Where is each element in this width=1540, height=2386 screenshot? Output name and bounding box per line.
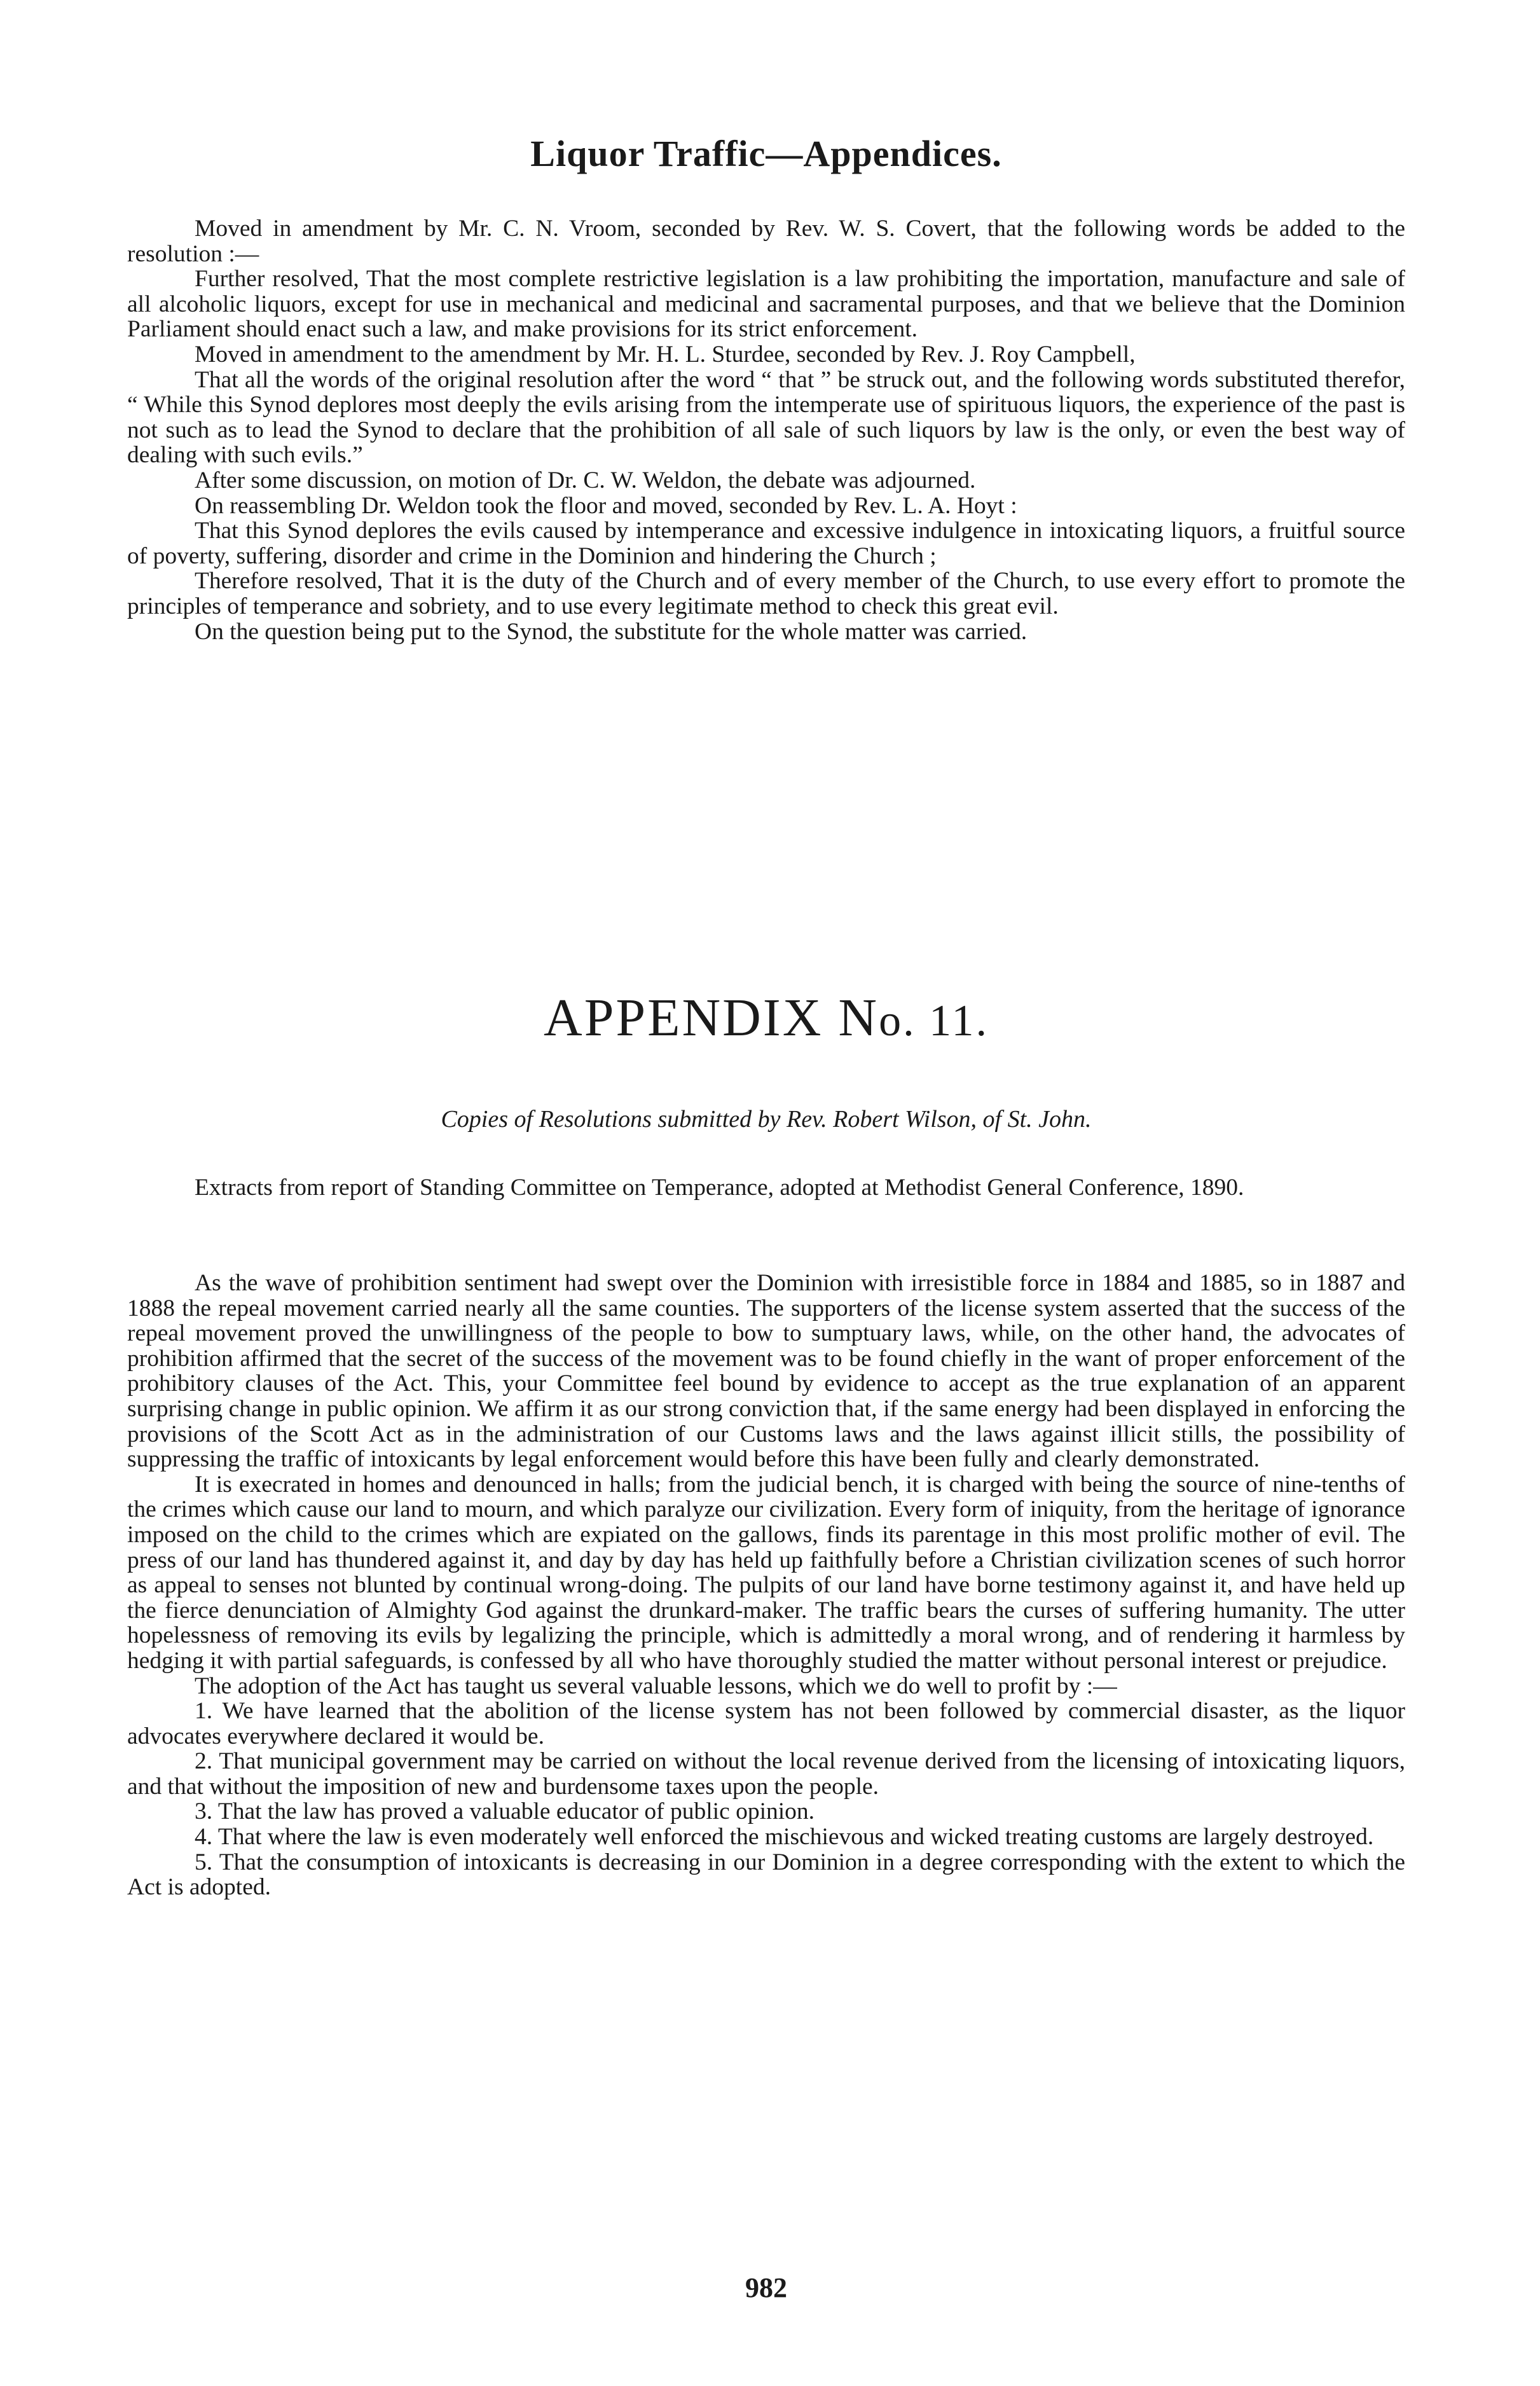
appendix-subtitle: Copies of Resolutions submitted by Rev. Robert Wilson, of St. John. — [441, 1106, 1092, 1133]
appendix-heading-main: APPENDIX N — [544, 988, 879, 1047]
minutes-paragraph: That all the words of the original resolution after the word “ that ” be struck out, and the following words substituted therefor, “ While this Synod deplores most deeply the evils arising from the intemperate use of spirituous liquors, the experience of the past is not such as to lead the Synod to declare that the prohibition of all sale of such liquors by law is the only, or even the best way of dealing with such evils.” — [127, 366, 1405, 469]
appendix-intro-text: Extracts from report of Standing Committee on Temperance, adopted at Methodist General Conference, 1890. — [195, 1175, 1244, 1201]
minutes-paragraph: After some discussion, on motion of Dr. C. W. Weldon, the debate was adjourned. — [195, 467, 976, 493]
minutes-paragraph: On reassembling Dr. Weldon took the floor and moved, seconded by Rev. L. A. Hoyt : — [195, 492, 1017, 519]
appendix-list-item: 4. That where the law is even moderately well enforced the mischievous and wicked treating customs are largely destroyed. — [195, 1824, 1374, 1851]
appendix-paragraph: The adoption of the Act has taught us several valuable lessons, which we do well to profit by :— — [195, 1672, 1117, 1699]
appendix-paragraph: It is execrated in homes and denounced in halls; from the judicial bench, it is charged with being the source of nine-tenths of the crimes which cause our land to mourn, and which paralyze our civilization. Every form of iniquity, from the heritage of ignorance imposed on the child to the crimes which are expiated on the gallows, finds its parentage in this most prolific mother of evil. The press of our land has thundered against it, and day by day has held up faithfully before a Christian civilization scenes of such horror as appeal to senses not blunted by continual wrong-doing. The pulpits of our land have borne testimony against it, and have held up the fierce denunciation of Almighty God against the drunkard-maker. The traffic bears the curses of suffering humanity. The utter hopelessness of removing its evils by legalizing the principle, which is admittedly a moral wrong, and of rendering it harmless by hedging it with partial safeguards, is confessed by all who have thoroughly studied the matter without personal interest or prejudice. — [127, 1471, 1405, 1674]
appendix-list-item: 5. That the consumption of intoxicants is decreasing in our Dominion in a degree corresponding with the extent to which the Act is adopted. — [127, 1849, 1405, 1901]
minutes-paragraph: That this Synod deplores the evils caused by intemperance and excessive indulgence in intoxicating liquors, a fruitful source of poverty, suffering, disorder and crime in the Dominion and hindering the Church ; — [127, 518, 1405, 569]
minutes-paragraph: Therefore resolved, That it is the duty of the Church and of every member of the Church, to use every effort to promote the principles of temperance and sobriety, and to use every legitimate method to check this great evil. — [127, 568, 1405, 619]
appendix-list-item: 3. That the law has proved a valuable educator of public opinion. — [195, 1798, 815, 1825]
appendix-list-item: 2. That municipal government may be carried on without the local revenue derived from the licensing of intoxicating liquors, and that without the imposition of new and burdensome taxes upon the people. — [127, 1748, 1405, 1800]
appendix-heading-number: o. 11. — [879, 996, 989, 1045]
appendix-paragraph: As the wave of prohibition sentiment had swept over the Dominion with irresistible force in 1884 and 1885, so in 1887 and 1888 the repeal movement carried nearly all the same counties. The supporters of the license system asserted that the success of the repeal movement proved the unwillingness of the people to bow to sumptuary laws, while, on the other hand, the advocates of prohibition affirmed that the secret of the success of the movement was to be found chiefly in the want of proper enforcement of the prohibitory clauses of the Act. This, your Committee feel bound by evidence to accept as the true explanation of an apparent surprising change in public opinion. We affirm it as our strong conviction that, if the same energy had been displayed in enforcing the provisions of the Scott Act as in the administration of our Customs laws and the laws against illicit stills, the possibility of suppressing the traffic of intoxicants by legal enforcement would before this have been fully and clearly demonstrated. — [127, 1270, 1405, 1473]
minutes-paragraph: Further resolved, That the most complete restrictive legislation is a law prohibiting the importation, manufacture and sale of all alcoholic liquors, except for use in mechanical and medicinal and sacramental purposes, and that we believe that the Dominion Parliament should enact such a law, and make provisions for its strict enforcement. — [127, 266, 1405, 343]
appendix-intro — [127, 1175, 1405, 1201]
minutes-paragraph: Moved in amendment by Mr. C. N. Vroom, seconded by Rev. W. S. Covert, that the following words be added to the resolution :— — [127, 216, 1405, 267]
appendix-body — [127, 1271, 1405, 1900]
page-number: 982 — [745, 2272, 787, 2303]
minutes-paragraph: Moved in amendment to the amendment by Mr. H. L. Sturdee, seconded by Rev. J. Roy Campbell, — [195, 341, 1136, 368]
minutes-section — [127, 216, 1405, 644]
running-head: Liquor Traffic—Appendices. — [530, 133, 1002, 174]
appendix-heading — [127, 987, 1405, 1049]
minutes-paragraph: On the question being put to the Synod, the substitute for the whole matter was carried. — [195, 618, 1028, 645]
appendix-list-item: 1. We have learned that the abolition of the license system has not been followed by commercial disaster, as the liquor advocates everywhere declared it would be. — [127, 1698, 1405, 1749]
